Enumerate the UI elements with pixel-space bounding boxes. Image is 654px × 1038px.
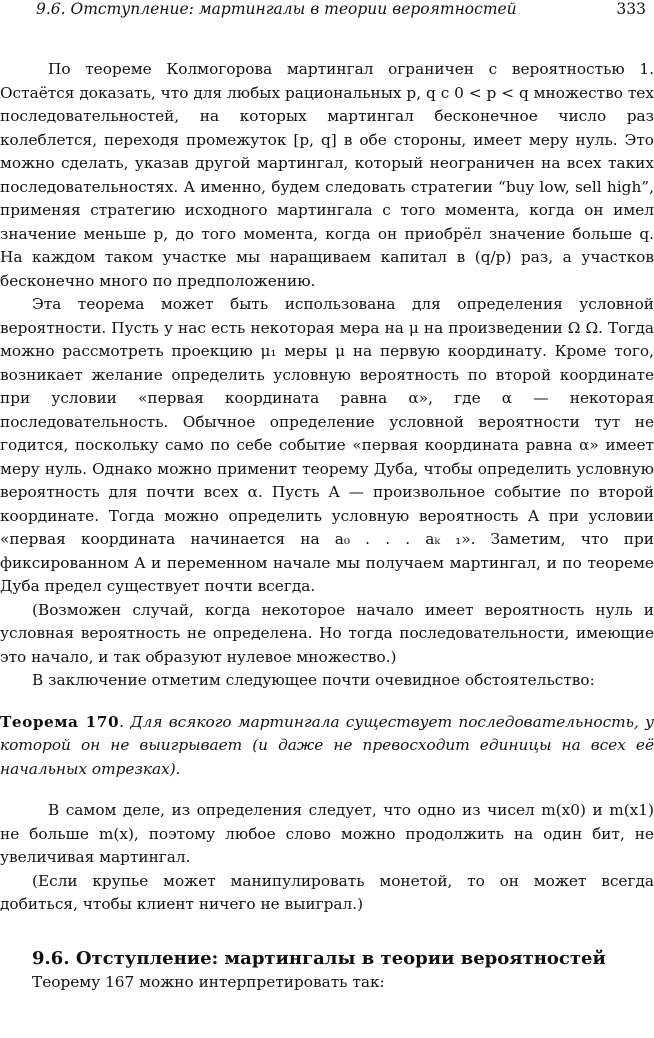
running-head-title: 9.6. Отступление: мартингалы в теории вероятностей [36, 0, 517, 18]
page-number: 333 [616, 0, 646, 18]
paragraph-conditional-probability: Эта теорема может быть использована для определения условной вероятности. Пусть у нас есть некоторая мера на μ на произведении Ω Ω. Тогда можно рассмотреть проекцию μ₁ меры μ на первую координату. Кроме того, возникает желание определить условную вероятность по второй координате при условии «первая координата равна α», где α — некоторая последовательность. Обычное определение условной вероятности тут не годится, поскольку само по себе событие «первая координата равна α» имеет меру нуль. Однако можно применит теорему Дуба, чтобы определить условную вероятность для почти всех α. Пусть A — произвольное событие по второй координате. Тогда можно определить условную вероятность A при условии «первая координата начинается на a₀ . . . aₖ ₁». Заметим, что при фиксированном A и переменном начале мы получаем мартингал, и по теореме Дуба предел существует почти всегда. [0, 295, 654, 595]
paragraph-martingale-bounded: По теореме Колмогорова мартингал ограничен с вероятностью 1. Остаётся доказать, что для любых рациональных p, q с 0 < p < q множество тех последовательностей, на которых мартингал бесконечное число раз колеблется, переходя промежуток [p, q] в обе стороны, имеет меру нуль. Это можно сделать, указав другой мартингал, который неограничен на всех таких последовательностях. А именно, будем следовать стратегии “buy low, sell high”, применяя стратегию исходного мартингала с того момента, когда он имел значение меньше p, до того момента, когда он приобрёл значение больше q. На каждом таком участке мы наращиваем капитал в (q/p) раз, а участков бесконечно много по предположению. [0, 60, 654, 290]
theorem-label: Теорема 170 [0, 712, 120, 731]
paragraph-conclusion-intro: В заключение отметим следующее почти очевидное обстоятельство: [32, 671, 595, 689]
theorem-170 [0, 711, 654, 782]
body-text [0, 58, 654, 994]
croupier-remark: (Если крупье может манипулировать монетой, то он может всегда добиться, чтобы клиент ничего не выиграл.) [0, 871, 654, 913]
section-heading: 9.6. Отступление: мартингалы в теории вероятностей [32, 947, 606, 969]
theorem-statement: . Для всякого мартингала существует последовательность, у которой он не выигрывает (и даже не превосходит единицы на всех её начальных отрезках). [0, 712, 654, 778]
running-head [36, 0, 654, 22]
closing-line: Теорему 167 можно интерпретировать так: [32, 972, 385, 991]
proof-paragraph: В самом деле, из определения следует, что одно из чисел m(x0) и m(x1) не больше m(x), поэтому любое слово можно продолжить на один бит, не увеличивая мартингал. [0, 801, 654, 866]
paragraph-zero-probability-note: (Возможен случай, когда некоторое начало имеет вероятность нуль и условная вероятность не определена. Но тогда последовательности, имеющие это начало, и так образуют нулевое множество.) [0, 600, 654, 666]
